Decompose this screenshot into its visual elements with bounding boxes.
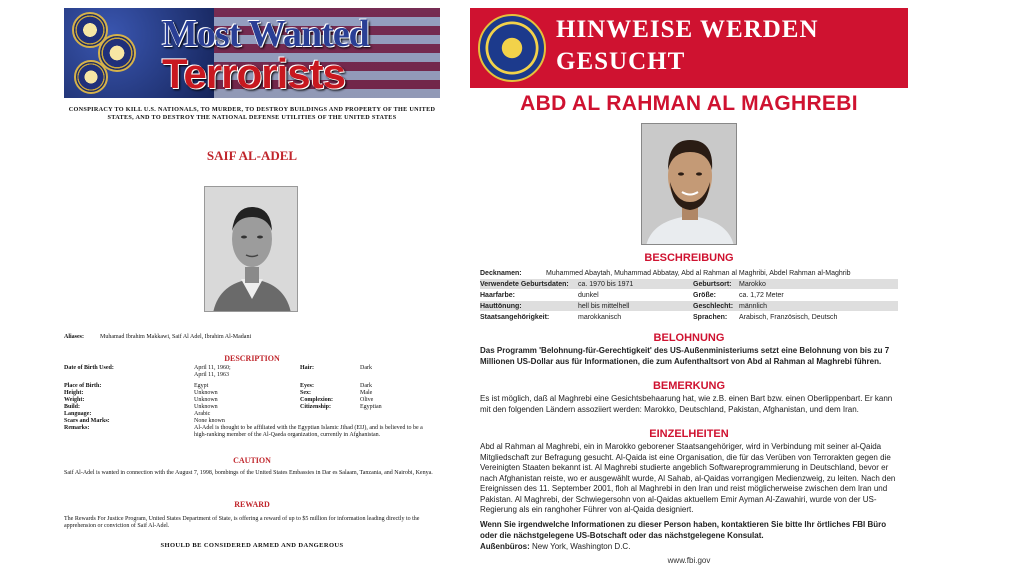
height-value: Unknown <box>194 390 218 396</box>
caution-text: Saif Al-Adel is wanted in connection with the August 7, 1998, bombings of the United States Embassies in Dar es Salaam, Tanzania, and Nairobi, Kenya. <box>64 470 433 476</box>
row-value-right: Arabisch, Französisch, Deutsch <box>739 313 838 321</box>
row-value-left: ca. 1970 bis 1971 <box>578 280 634 288</box>
fbi-seal-icon <box>478 14 546 82</box>
row-value-right: Marokko <box>739 280 766 288</box>
bemerkung-heading: BEMERKUNG <box>652 380 726 392</box>
hair-value: Dark <box>360 365 372 371</box>
pob-value: Egypt <box>194 383 209 389</box>
table-row <box>480 279 898 290</box>
table-row <box>480 312 898 323</box>
row-label-right: Geburtsort: <box>693 280 732 288</box>
suspect-photo <box>204 186 298 312</box>
fbi-website-link[interactable]: www.fbi.gov <box>667 556 711 565</box>
most-wanted-poster <box>64 8 440 568</box>
charge-text: CONSPIRACY TO KILL U.S. NATIONALS, TO MURDER, TO DESTROY BUILDINGS AND PROPERTY OF THE UNITED STATES, AND TO DESTROY THE NATIONAL DEFENSE UTILITIES OF THE UNITED STATES <box>68 106 436 121</box>
einzelheiten-text: Abd al Rahman al Maghrebi, ein in Marokko geborener Staatsangehöriger, wird in Verbindung mit seiner al-Qaida Mitgliedschaft zur Befragung gesucht. Al-Qaida ist eine Organisation, die für das Verüben von Terrorakten gegen die Vereinigten Staaten bekannt ist. Al Maghrebi studierte angeblich Softwareprogrammierung in Deutschland, bevor er nach Afghanistan reiste, wo er ausgewählt wurde, Al Sahab, al-Qaidas vorrangigen Medienzweig, zu leiten. Nach den Ereignissen des 11. September 2001, floh al Maghrebi in den Iran und reist möglicherweise zwischen dem Iran und Pakistan. Al Maghrebi, der Schwiegersohn von al-Qaidas aktuellem Emir Ayman Al-Zawahiri, wurde von der US-Regierung als ein ranghoher Führer von al-Qaida designiert. <box>480 442 896 514</box>
eyes-value: Dark <box>360 383 372 389</box>
dob-value-1: April 11, 1960; <box>194 365 231 371</box>
row-label-left: Verwendete Geburtsdaten: <box>480 280 569 288</box>
row-label-right: Sprachen: <box>693 313 728 321</box>
reward-text: The Rewards For Justice Program, United States Department of State, is offering a reward of up to $5 million for information leading directly to the apprehension or conviction of Saif Al-Adel. <box>64 516 420 530</box>
scars-label: Scars and Marks: <box>64 418 110 424</box>
pob-label: Place of Birth: <box>64 383 102 389</box>
weight-label: Weight: <box>64 397 85 403</box>
banner-title-line1: Most Wanted <box>162 13 369 55</box>
sex-value: Male <box>360 390 373 396</box>
header-title-line1: HINWEISE WERDEN <box>556 16 819 43</box>
row-value-left: dunkel <box>578 291 599 299</box>
description-table <box>480 268 898 323</box>
hair-label: Hair: <box>300 365 314 371</box>
row-label-right: Geschlecht: <box>693 302 734 310</box>
complexion-label: Complexion: <box>300 397 333 403</box>
aliases-label: Decknamen: <box>480 269 522 277</box>
belohnung-heading: BELOHNUNG <box>653 332 725 344</box>
belohnung-text: Das Programm 'Belohnung-für-Gerechtigkeit' des US-Außenministeriums setzt eine Belohnung von bis zu 7 Millionen US-Dollar aus für Informationen, die zum Aufenthaltsort von Abd al Rahman al Maghrebi führen. <box>480 346 890 366</box>
sex-label: Sex: <box>300 390 311 396</box>
citizenship-label: Citizenship: <box>300 404 332 410</box>
table-row <box>480 290 898 301</box>
height-label: Height: <box>64 390 84 396</box>
row-value-left: marokkanisch <box>578 313 622 321</box>
suspect-photo <box>641 123 737 245</box>
wanted-name: ABD AL RAHMAN AL MAGHREBI <box>520 92 858 115</box>
remarks-value: Al-Adel is thought to be affiliated with the Egyptian Islamic Jihad (EIJ), and is believed to be a high-ranking member of the Al-Qaeda organization, currently in Afghanistan. <box>194 425 423 439</box>
reward-heading: REWARD <box>234 500 270 509</box>
row-label-right: Größe: <box>693 291 716 299</box>
citizenship-value: Egyptian <box>360 404 382 410</box>
fbi-seal-icon <box>74 60 108 94</box>
description-heading: DESCRIPTION <box>224 354 280 363</box>
build-label: Build: <box>64 404 81 410</box>
row-value-right: ca. 1,72 Meter <box>739 291 784 299</box>
row-label-left: Haarfarbe: <box>480 291 516 299</box>
header-title-line2: GESUCHT <box>556 48 686 75</box>
poster-header <box>470 8 908 88</box>
row-label-left: Staatsangehörigkeit: <box>480 313 550 321</box>
build-value: Unknown <box>194 404 218 410</box>
aliases-row <box>480 268 898 279</box>
remarks-label: Remarks: <box>64 425 90 431</box>
dob-value-2: April 11, 1963 <box>194 372 229 378</box>
aliases-value: Muhamad Ibrahim Makkawi, Saif Al Adel, Ibrahim Al-Madani <box>100 334 252 340</box>
field-offices <box>480 542 900 553</box>
language-label: Language: <box>64 411 92 417</box>
row-value-left: hell bis mittelhell <box>578 302 630 310</box>
table-row <box>480 301 898 312</box>
einzelheiten-heading: EINZELHEITEN <box>649 428 729 440</box>
weight-value: Unknown <box>194 397 218 403</box>
contact-text: Wenn Sie irgendwelche Informationen zu dieser Person haben, kontaktieren Sie bitte Ihr örtliches FBI Büro oder die nächstgelegene US-Botschaft oder das nächstgelegene Konsulat. <box>480 520 887 540</box>
aliases-value: Muhammed Abaytah, Muhammad Abbatay, Abd al Rahman al Maghribi, Abdel Rahman al-Maghrib <box>546 269 851 277</box>
beschreibung-heading: BESCHREIBUNG <box>644 252 734 264</box>
fbi-seeking-information-poster <box>470 8 910 572</box>
offices-label: Außenbüros: <box>480 542 530 551</box>
complexion-value: Olive <box>360 397 374 403</box>
banner-title-line2: Terrorists <box>162 50 345 97</box>
language-value: Arabic <box>194 411 211 417</box>
wanted-name: SAIF AL-ADEL <box>206 148 298 163</box>
most-wanted-banner <box>64 8 440 98</box>
row-value-right: männlich <box>739 302 768 310</box>
caution-heading: CAUTION <box>233 456 271 465</box>
aliases-label: Aliases: <box>64 334 84 340</box>
scars-value: None known <box>194 418 225 424</box>
dob-label: Date of Birth Used: <box>64 365 114 371</box>
offices-value: New York, Washington D.C. <box>532 542 631 551</box>
armed-dangerous-warning: SHOULD BE CONSIDERED ARMED AND DANGEROUS <box>160 542 344 549</box>
bemerkung-text: Es ist möglich, daß al Maghrebi eine Gesichtsbehaarung hat, wie z.B. einen Bart bzw. einen Oberlippenbart. Er kann mit den folgenden Ländern assoziiert werden: Marokko, Deutschland, Pakistan, Afghanistan, und dem Iran. <box>480 394 893 414</box>
row-label-left: Hauttönung: <box>480 302 522 310</box>
eyes-label: Eyes: <box>300 383 314 389</box>
